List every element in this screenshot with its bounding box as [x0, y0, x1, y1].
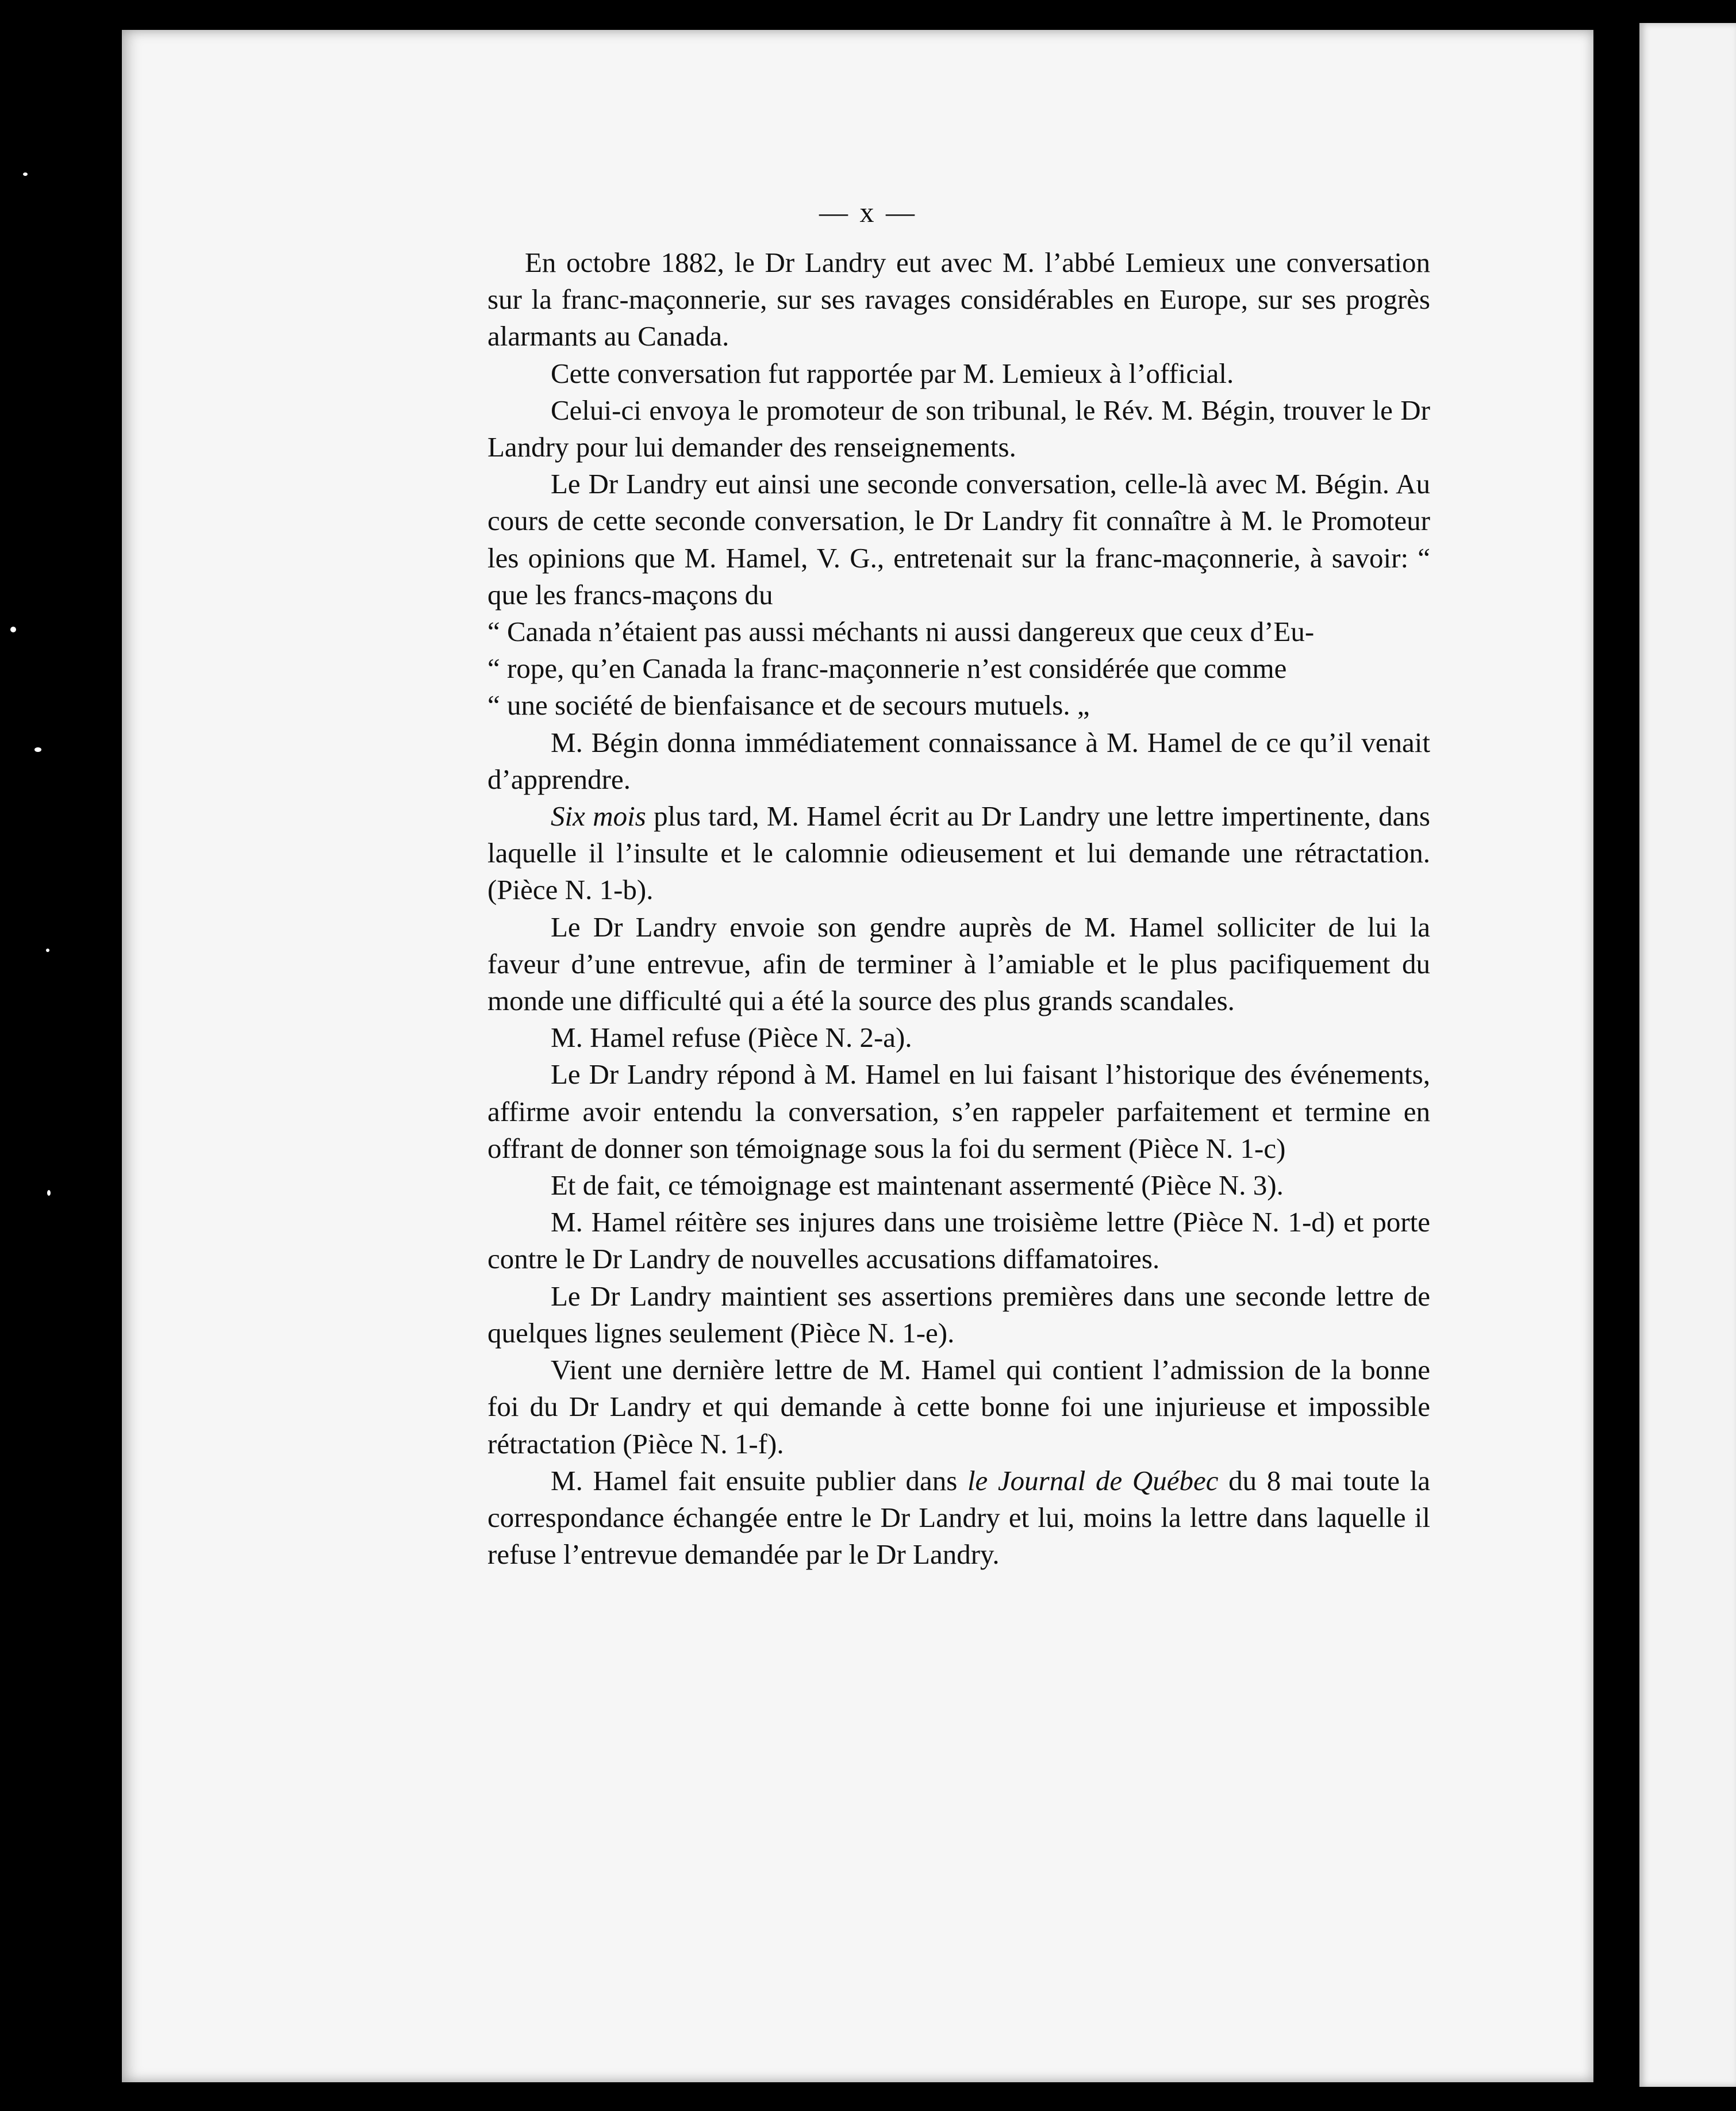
paragraph: M. Bégin donna immédiatement connaissance à M. Hamel de ce qu’il venait d’apprendre. [487, 726, 1430, 795]
paragraph: Le Dr Landry maintient ses assertions premières dans une seconde lettre de quelques lignes seulement (Pièce N. 1-e). [487, 1280, 1430, 1349]
page-number: — x — [819, 196, 917, 228]
paragraph: Celui-ci envoya le promoteur de son tribunal, le Rév. M. Bégin, trouver le Dr Landry pour lui demander des renseignements. [487, 394, 1430, 463]
paragraph: Vient une dernière lettre de M. Hamel qui contient l’admission de la bonne foi du Dr Landry et qui demande à cette bonne foi une injurieuse et impossible rétractation (Pièce N. 1-f). [487, 1354, 1430, 1460]
paragraph-text: plus tard, M. Hamel écrit au Dr Landry une lettre impertinente, dans laquelle il l’insulte et le calomnie odieusement et lui demande une rétractation. (Pièce N. 1-b). [487, 800, 1431, 906]
paragraph [487, 1463, 1430, 1573]
paragraph: En octobre 1882, le Dr Landry eut avec M. l’abbé Lemieux une conversation sur la franc-maçonnerie, sur ses ravages considérables en Europe, sur ses progrès alarmants au Canada. [487, 247, 1430, 352]
quote-line: “ Canada n’étaient pas aussi méchants ni aussi dangereux que ceux d’Eu- [487, 616, 1315, 648]
italic-text: Six mois [551, 800, 646, 832]
paragraph: Et de fait, ce témoignage est maintenant assermenté (Pièce N. 3). [551, 1169, 1284, 1202]
quote-line: “ une société de bienfaisance et de secours mutuels. „ [487, 689, 1090, 721]
paragraph-text: M. Hamel fait ensuite publier dans [551, 1464, 958, 1496]
paragraph: Le Dr Landry répond à M. Hamel en lui faisant l’historique des événements, affirme avoir entendu la conversation, s’en rappeler parfaitement et termine en offrant de donner son témoignage sous la foi du serment (Pièce N. 1-c) [487, 1058, 1430, 1164]
body-text [487, 244, 1430, 1573]
quote-line: “ rope, qu’en Canada la franc-maçonnerie n’est considérée que comme [487, 653, 1287, 685]
paragraph: Le Dr Landry envoie son gendre auprès de M. Hamel solliciter de lui la faveur d’une entrevue, afin de terminer à l’amiable et le plus pacifiquement du monde une difficulté qui a été la source des plus grands scandales. [487, 911, 1430, 1017]
paragraph: Cette conversation fut rapportée par M. Lemieux à l’official. [551, 357, 1234, 389]
paragraph: M. Hamel refuse (Pièce N. 2-a). [551, 1022, 912, 1054]
paragraph: Le Dr Landry eut ainsi une seconde conversation, celle-là avec M. Bégin. Au cours de cette seconde conversation, le Dr Landry fit connaître à M. le Promoteur les opinions que M. Hamel, V. G., entretenait sur la franc-maçonnerie, à savoir: “ que les francs-maçons du [487, 468, 1430, 611]
italic-text: le Journal de Québec [967, 1464, 1219, 1496]
paragraph: M. Hamel réitère ses injures dans une troisième lettre (Pièce N. 1-d) et porte contre le Dr Landry de nouvelles accusations diffamatoires. [487, 1206, 1430, 1275]
adjacent-page-edge [1639, 23, 1736, 2087]
paragraph-text: du 8 mai toute la correspondance échangée entre le Dr Landry et lui, moins la lettre dans laquelle il refuse l’entrevue demandée par le Dr Landry. [487, 1464, 1430, 1571]
paragraph [487, 798, 1430, 909]
